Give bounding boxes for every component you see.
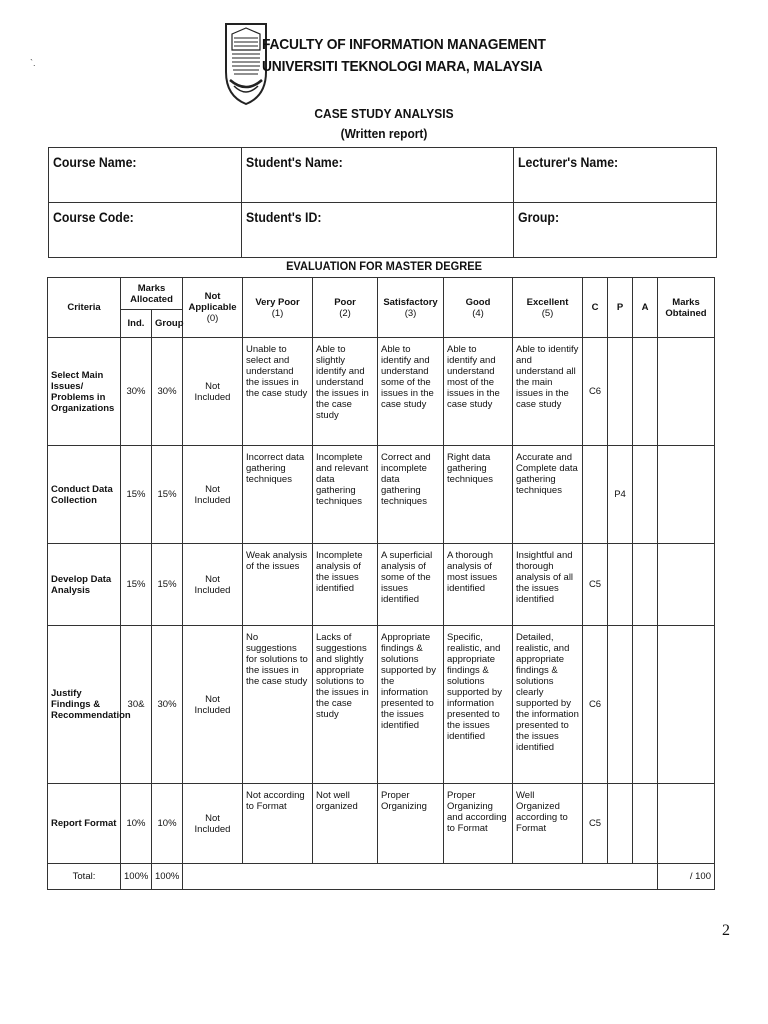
a-cell xyxy=(633,338,658,446)
a-cell xyxy=(633,784,658,864)
ind-mark-cell: 15% xyxy=(121,544,152,626)
total-group: 100% xyxy=(152,864,183,890)
header-excellent: Excellent (5) xyxy=(513,278,583,338)
na-cell: Not Included xyxy=(183,446,243,544)
criteria-cell: Develop Data Analysis xyxy=(48,544,121,626)
criteria-cell: Select Main Issues/ Problems in Organizations xyxy=(48,338,121,446)
good-cell: Right data gathering techniques xyxy=(444,446,513,544)
table-row xyxy=(48,626,715,784)
satisfactory-cell: Correct and incomplete data gathering techniques xyxy=(378,446,444,544)
ind-mark-cell: 30& xyxy=(121,626,152,784)
p-cell: P4 xyxy=(608,446,633,544)
c-cell: C5 xyxy=(583,784,608,864)
excellent-cell: Well Organized according to Format xyxy=(513,784,583,864)
header-ind: Ind. xyxy=(121,310,152,338)
poor-cell: Incomplete and relevant data gathering techniques xyxy=(313,446,378,544)
course-name-field[interactable]: Course Name: xyxy=(49,148,242,203)
course-code-field[interactable]: Course Code: xyxy=(49,203,242,258)
table-row xyxy=(48,544,715,626)
header-marks-obtained: Marks Obtained xyxy=(658,278,715,338)
header-c: C xyxy=(583,278,608,338)
total-row xyxy=(48,864,715,890)
a-cell xyxy=(633,446,658,544)
scan-speck: `. xyxy=(30,58,36,68)
table-row xyxy=(48,446,715,544)
criteria-cell: Justify Findings & Recommendation xyxy=(48,626,121,784)
header-very-poor: Very Poor (1) xyxy=(243,278,313,338)
document-subtitle: (Written report) xyxy=(340,126,428,141)
na-cell: Not Included xyxy=(183,338,243,446)
na-cell: Not Included xyxy=(183,626,243,784)
group-mark-cell: 30% xyxy=(152,626,183,784)
very-poor-cell: Not according to Format xyxy=(243,784,313,864)
marks-obtained-cell[interactable] xyxy=(658,626,715,784)
student-name-field[interactable]: Student's Name: xyxy=(242,148,514,203)
marks-obtained-cell[interactable] xyxy=(658,446,715,544)
very-poor-cell: Incorrect data gathering techniques xyxy=(243,446,313,544)
satisfactory-cell: A superficial analysis of some of the issues identified xyxy=(378,544,444,626)
satisfactory-cell: Proper Organizing xyxy=(378,784,444,864)
criteria-cell: Conduct Data Collection xyxy=(48,446,121,544)
faculty-name: FACULTY OF INFORMATION MANAGEMENT xyxy=(262,36,546,53)
header-criteria: Criteria xyxy=(48,278,121,338)
poor-cell: Incomplete analysis of the issues identified xyxy=(313,544,378,626)
header-group: Group xyxy=(152,310,183,338)
document-title: CASE STUDY ANALYSIS xyxy=(314,106,454,121)
good-cell: Specific, realistic, and appropriate findings & solutions supported by information presented to the issues identified xyxy=(444,626,513,784)
very-poor-cell: Weak analysis of the issues xyxy=(243,544,313,626)
p-cell xyxy=(608,544,633,626)
satisfactory-cell: Able to identify and understand some of the issues in the case study xyxy=(378,338,444,446)
c-cell: C6 xyxy=(583,338,608,446)
marks-obtained-cell[interactable] xyxy=(658,784,715,864)
good-cell: A thorough analysis of most issues identified xyxy=(444,544,513,626)
ind-mark-cell: 30% xyxy=(121,338,152,446)
ind-mark-cell: 10% xyxy=(121,784,152,864)
criteria-cell: Report Format xyxy=(48,784,121,864)
total-spacer xyxy=(183,864,658,890)
total-ind: 100% xyxy=(121,864,152,890)
very-poor-cell: No suggestions for solutions to the issues in the case study xyxy=(243,626,313,784)
evaluation-rubric-table xyxy=(47,277,715,890)
table-row xyxy=(48,784,715,864)
group-mark-cell: 30% xyxy=(152,338,183,446)
p-cell xyxy=(608,338,633,446)
p-cell xyxy=(608,626,633,784)
c-cell: C5 xyxy=(583,544,608,626)
student-id-field[interactable]: Student's ID: xyxy=(242,203,514,258)
evaluation-title: EVALUATION FOR MASTER DEGREE xyxy=(286,259,482,273)
header-poor: Poor (2) xyxy=(313,278,378,338)
excellent-cell: Accurate and Complete data gathering techniques xyxy=(513,446,583,544)
na-cell: Not Included xyxy=(183,544,243,626)
good-cell: Able to identify and understand most of the issues in the case study xyxy=(444,338,513,446)
lecturer-name-field[interactable]: Lecturer's Name: xyxy=(514,148,717,203)
group-field[interactable]: Group: xyxy=(514,203,717,258)
poor-cell: Able to slightly identify and understand the issues in the case study xyxy=(313,338,378,446)
student-info-table xyxy=(48,147,717,258)
table-row xyxy=(48,338,715,446)
university-name: UNIVERSITI TEKNOLOGI MARA, MALAYSIA xyxy=(262,58,543,75)
c-cell: C6 xyxy=(583,626,608,784)
header-good: Good (4) xyxy=(444,278,513,338)
group-mark-cell: 15% xyxy=(152,544,183,626)
header-satisfactory: Satisfactory (3) xyxy=(378,278,444,338)
header-a: A xyxy=(633,278,658,338)
na-cell: Not Included xyxy=(183,784,243,864)
group-mark-cell: 15% xyxy=(152,446,183,544)
marks-obtained-cell[interactable] xyxy=(658,338,715,446)
good-cell: Proper Organizing and according to Format xyxy=(444,784,513,864)
poor-cell: Not well organized xyxy=(313,784,378,864)
excellent-cell: Able to identify and understand all the main issues in the case study xyxy=(513,338,583,446)
poor-cell: Lacks of suggestions and slightly appropriate solutions to the issues in the case study xyxy=(313,626,378,784)
header-marks-allocated: Marks Allocated xyxy=(121,278,183,310)
very-poor-cell: Unable to select and understand the issues in the case study xyxy=(243,338,313,446)
header-p: P xyxy=(608,278,633,338)
a-cell xyxy=(633,626,658,784)
group-mark-cell: 10% xyxy=(152,784,183,864)
ind-mark-cell: 15% xyxy=(121,446,152,544)
total-marks[interactable]: / 100 xyxy=(658,864,715,890)
c-cell xyxy=(583,446,608,544)
p-cell xyxy=(608,784,633,864)
marks-obtained-cell[interactable] xyxy=(658,544,715,626)
total-label: Total: xyxy=(48,864,121,890)
satisfactory-cell: Appropriate findings & solutions supported by the information presented to the issues identified xyxy=(378,626,444,784)
excellent-cell: Insightful and thorough analysis of all the issues identified xyxy=(513,544,583,626)
excellent-cell: Detailed, realistic, and appropriate findings & solutions clearly supported by the information presented to the issues identified xyxy=(513,626,583,784)
header-not-applicable: Not Applicable (0) xyxy=(183,278,243,338)
a-cell xyxy=(633,544,658,626)
page-number: 2 xyxy=(722,922,730,939)
